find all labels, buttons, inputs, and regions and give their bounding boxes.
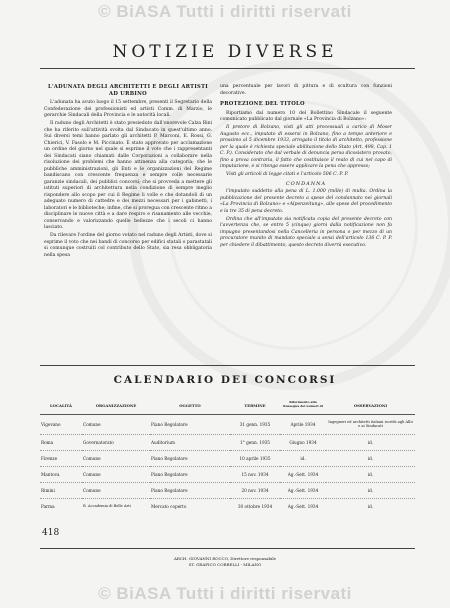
cell-osservazioni: id. <box>326 498 415 514</box>
cell-localita: Vigevano <box>41 421 61 427</box>
footer-credits <box>0 556 450 567</box>
left-article-heading: L'ADUNATA DEGLI ARCHITETTI E DEGLI ARTISTI AD URBINO <box>48 84 208 97</box>
cell-localita: Roma <box>40 434 82 450</box>
cell-riferimento: Ag.-Sett. 1934 <box>280 498 326 514</box>
cell-termine: 1° genn. 1935 <box>230 434 280 450</box>
cell-localita: Firenze <box>40 450 82 466</box>
col-header-termine: TERMINE <box>230 392 280 415</box>
col-header-oggetto: OGGETTO <box>150 392 230 415</box>
cell-termine: 15 nov. 1934 <box>230 466 280 482</box>
table-row <box>40 466 415 482</box>
left-paragraph: L'adunata ha avuto luogo il 15 settembre, presenti il Segretario della Confederazione dei professionisti ed artisti Comm. di Marzio, le gerarchie Sindacali della Provincia e le autorità locali. <box>44 100 212 119</box>
table-row <box>40 498 415 514</box>
cell-osservazioni: id. <box>326 482 415 498</box>
col-header-localita: LOCALITÀ <box>40 392 82 415</box>
right-closing-paragraph: Ordina che all'imputato sia notificata copia del presente decreto con l'avvertenza che, se entro 5 (cinque) giorni dalla notificazione non fa impugno presentandosi nella Cancelleria in persona o per mezzo di un procuratore munito di mandato speciale a sensi dell'articolo 136 C. P. P. per chiedere il dibattimento, questo decreto diverrà esecutivo. <box>220 216 392 248</box>
cell-riferimento: Giugno 1934 <box>280 434 326 450</box>
cell-organizzazione: Comune <box>82 482 150 498</box>
right-paragraph: Visti gli articoli di legge citati e l'articolo 506 C. P. P. <box>226 172 349 178</box>
cell-riferimento: id. <box>280 450 326 466</box>
cell-osservazioni: Ingegneri ed architetti italiani iscritti agli Albi e ai Sindacati <box>328 420 413 429</box>
watermark-bottom: © BiASA Tutti i diritti riservati <box>98 584 352 603</box>
cell-osservazioni: id. <box>326 466 415 482</box>
right-closing-paragraph: l'imputato suddetto alla pena di L. 1.000 (mille) di multa. Ordina la pubblicazione del presente decreto a spese del condannato nei giornali «La Provincia di Bolzano» e «Alpenzeitung», alle spese del procedimento e la tre 35 di pena decreto. <box>220 189 392 214</box>
cell-localita: Parma <box>40 498 82 514</box>
cell-organizzazione: Comune <box>82 450 150 466</box>
cell-termine: 30 ottobre 1934 <box>230 498 280 514</box>
cell-oggetto: Piano Regolatore <box>151 421 188 427</box>
cell-oggetto: Piano Regolatore <box>150 482 230 498</box>
right-paragraph: Il pretore di Bolzano, visti gli atti processuali a carico di Moser Augusto ecc., imputato di essersi in Bolzano, fino a tempo anteriore e prossimo al 5 dicembre 1933, arrogato il titolo di architetto, professione per la quale è richiesta speciale abilitazione dello Stato (Art. 498, Cap. 1 C. P.). Considerato che dal verbale di denuncia persa dicosistero provato, fino a prova contraria, il fatto che costituisce il reato di cui nel capo di imputazione, e si ritenga essere applicare la pena che appresso; <box>220 125 392 170</box>
col-header-riferimento: Riferimento alla Rassegna dei numeri di <box>280 392 326 415</box>
cell-oggetto: Piano Regolatore <box>150 450 230 466</box>
cell-organizzazione: Governatorato <box>82 434 150 450</box>
page-number: 418 <box>42 528 60 538</box>
cell-localita: Rimini <box>40 482 82 498</box>
cell-termine: 20 nov. 1934 <box>230 482 280 498</box>
cell-localita: Mantova <box>40 466 82 482</box>
section-rule <box>40 365 415 366</box>
right-column <box>220 84 392 251</box>
cell-termine: 31 genn. 1935 <box>239 421 271 427</box>
cell-osservazioni: id. <box>326 434 415 450</box>
right-paragraph: Riportiamo dal numero 10 del Bollettino Sindacale il seguente comunicato pubblicato dal giornale «La Provincia di Bolzano»: <box>220 110 392 123</box>
footer-director: ARCH. GIOVANNI ROCCO, Direttore responsabile <box>173 556 277 561</box>
cell-riferimento: Aprile 1934 <box>290 421 316 427</box>
cell-oggetto: Mercato coperto <box>150 498 230 514</box>
table-row <box>40 415 415 435</box>
cell-osservazioni: id. <box>326 450 415 466</box>
calendar-header-row <box>40 392 415 415</box>
cell-organizzazione: Comune <box>82 466 150 482</box>
footer-rule <box>40 548 415 549</box>
footer-printer: ST. GRAFICO CORRELLI - MILANO <box>188 561 262 567</box>
calendar-title: CALENDARIO DEI CONCORSI <box>113 374 337 386</box>
table-row <box>40 450 415 466</box>
cell-oggetto: Auditorium <box>150 434 230 450</box>
left-paragraph: Da rilevare l'ordine del giorno votato nel raduno degli Artisti, dove si esprime il voto che nei bandi di concorso per edifici statali o parastatali si comunque costruiti col contributo dello Stato, sia resa obbligatoria nella spesa <box>44 233 212 258</box>
cell-organizzazione: Comune <box>83 421 101 427</box>
left-column <box>44 84 212 261</box>
table-row <box>40 434 415 450</box>
right-intro-text: una percentuale per lavori di pittura e di scultura con funzioni decorative. <box>220 84 392 96</box>
cell-riferimento: Ag.-Sett. 1934 <box>280 482 326 498</box>
title-rule <box>40 68 415 69</box>
cell-riferimento: Ag.-Sett. 1934 <box>280 466 326 482</box>
col-header-organizzazione: ORGANIZZAZIONE <box>82 392 150 415</box>
cell-termine: 10 aprile 1935 <box>230 450 280 466</box>
right-article-heading: PROTEZIONE DEL TITOLO <box>220 101 305 107</box>
cell-oggetto: Piano Regolatore <box>150 466 230 482</box>
col-header-osservazioni: OSSERVAZIONI <box>326 392 415 415</box>
watermark-top: © BiASA Tutti i diritti riservati <box>98 2 352 21</box>
table-row <box>40 482 415 498</box>
page-title: NOTIZIE DIVERSE <box>112 42 338 62</box>
right-subheading: CONDANNA <box>285 180 327 187</box>
cell-organizzazione: R. Accademia di Belle Arti <box>82 498 150 514</box>
left-paragraph: Il raduno degli Architetti è stato presieduto dall'onorevole Calza Bini che ha riferito sull'attività svolta dal Sindacato in quest'ultimo anno. Sui diversi temi hanno parlato gli architetti P. Marconi, E. Rossi, G. Chierici, V. Fasolo e M. Piccinato. È stato approvato per acclamazione un ordine del giorno nel quale si esprime il voto che i rappresentanti dei Sindacati siano chiamati dalle Corporazioni a collaborare nella risoluzione dei problemi che hanno attinenza alla categoria; che le pubbliche amministrazioni, gli Enti e le organizzazioni del Regime bandiscano con crescente frequenza e sempre colle necessarie garanzie sindacali, dei pubblici concorsi; che si provveda a mettere gli istituti superiori di architettura nella condizione di sempre meglio rispondere allo scopo per cui il Regime li volle e che dotandoli di un adeguato numero di cattedre e dei mezzi necessari per i gabinetti, i laboratori e le biblioteche; infine, che si proregua con crescente ritmo a disciplinare le nuove città e a dare respiro e risanamento alle vecchie, conservando e valorizzando quelle bellezze che i secoli ci hanno lasciato. <box>44 121 212 231</box>
calendar-table <box>40 392 415 514</box>
